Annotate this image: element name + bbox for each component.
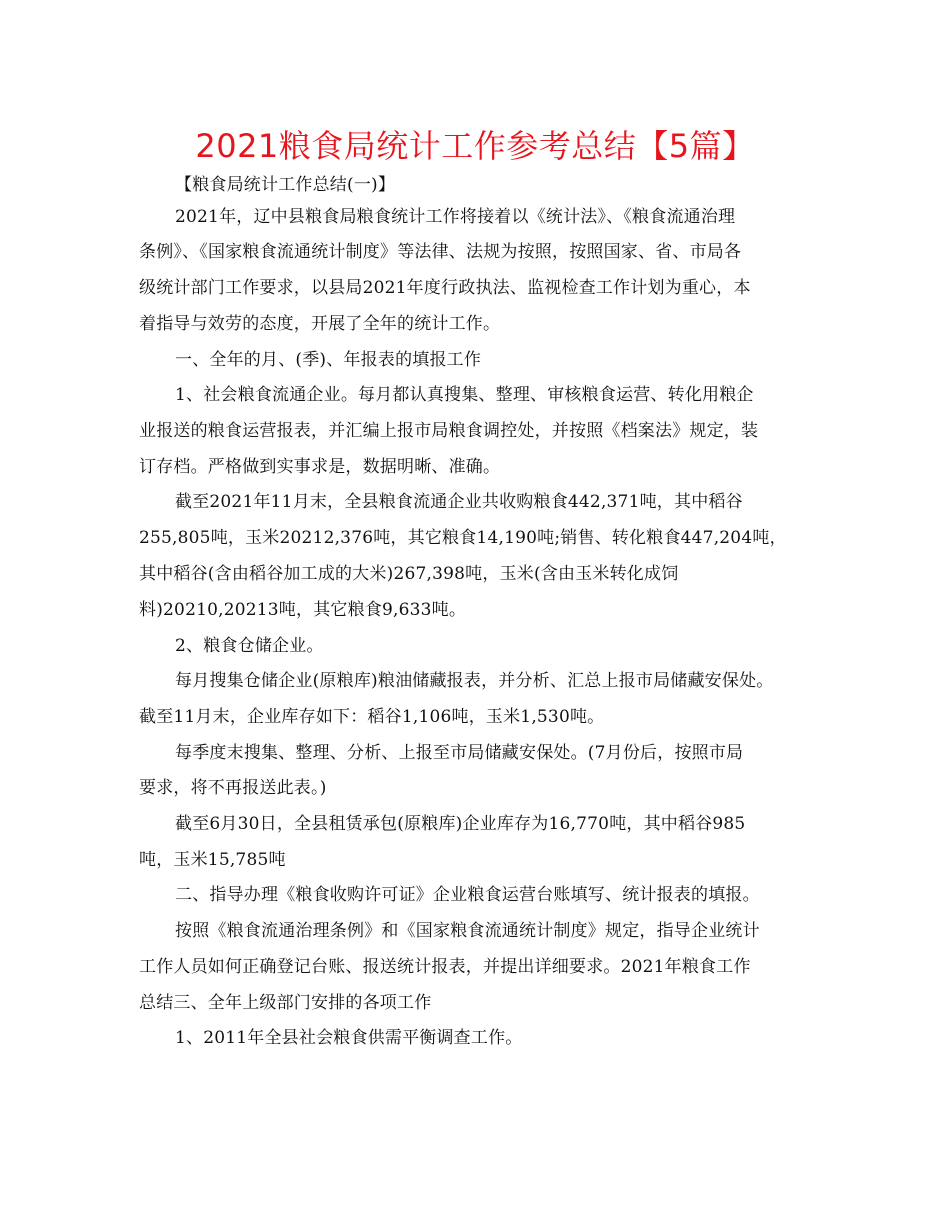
paragraph-line: 着指导与效劳的态度，开展了全年的统计工作。 (139, 314, 501, 334)
section-heading: 【粮食局统计工作总结(一)】 (175, 175, 396, 195)
paragraph-line: 要求，将不再报送此表。) (139, 778, 327, 798)
paragraph-line: 料)20210,20213吨，其它粮食9,633吨。 (139, 600, 467, 620)
paragraph-line: 1、社会粮食流通企业。每月都认真搜集、整理、审核粮食运营、转化用粮企 (175, 385, 754, 405)
document-title: 2021粮食局统计工作参考总结【5篇】 (195, 127, 755, 165)
paragraph-line: 按照《粮食流通治理条例》和《国家粮食流通统计制度》规定，指导企业统计 (175, 921, 760, 941)
paragraph-line: 截至2021年11月末，全县粮食流通企业共收购粮食442,371吨，其中稻谷 (175, 492, 743, 512)
paragraph-line: 1、2011年全县社会粮食供需平衡调查工作。 (175, 1028, 523, 1048)
paragraph-line: 2021年，辽中县粮食局粮食统计工作将接着以《统计法》、《粮食流通治理 (175, 207, 736, 227)
section-heading: 一、全年的月、(季)、年报表的填报工作 (175, 350, 482, 370)
paragraph-line: 其中稻谷(含由稻谷加工成的大米)267,398吨，玉米(含由玉米转化成饲 (139, 564, 679, 584)
paragraph-line: 条例》、《国家粮食流通统计制度》等法律、法规为按照，按照国家、省、市局各 (139, 242, 742, 262)
paragraph-line: 吨，玉米15,785吨 (139, 850, 286, 870)
paragraph-line: 255,805吨，玉米20212,376吨，其它粮食14,190吨;销售、转化粮食447,204吨， (139, 528, 787, 548)
paragraph-line: 每季度末搜集、整理、分析、上报至市局储藏安保处。(7月份后，按照市局 (175, 743, 744, 763)
paragraph-line: 截至6月30日，全县租赁承包(原粮库)企业库存为16,770吨，其中稻谷985 (175, 814, 746, 834)
paragraph-line: 级统计部门工作要求，以县局2021年度行政执法、监视检查工作计划为重心，本 (139, 278, 751, 298)
paragraph-line: 总结三、全年上级部门安排的各项工作 (139, 993, 432, 1013)
paragraph-line: 业报送的粮食运营报表，并汇编上报市局粮食调控处，并按照《档案法》规定，装 (139, 421, 759, 441)
paragraph-line: 工作人员如何正确登记台账、报送统计报表，并提出详细要求。2021年粮食工作 (139, 957, 751, 977)
paragraph-line: 截至11月末，企业库存如下：稻谷1,106吨，玉米1,530吨。 (139, 707, 605, 727)
paragraph-line: 每月搜集仓储企业(原粮库)粮油储藏报表，并分析、汇总上报市局储藏安保处。 (175, 671, 774, 691)
section-heading: 二、指导办理《粮食收购许可证》企业粮食运营台账填写、统计报表的填报。 (175, 885, 760, 905)
paragraph-line: 订存档。严格做到实事求是，数据明晰、准确。 (139, 457, 501, 477)
section-heading: 2、粮食仓储企业。 (175, 636, 324, 656)
